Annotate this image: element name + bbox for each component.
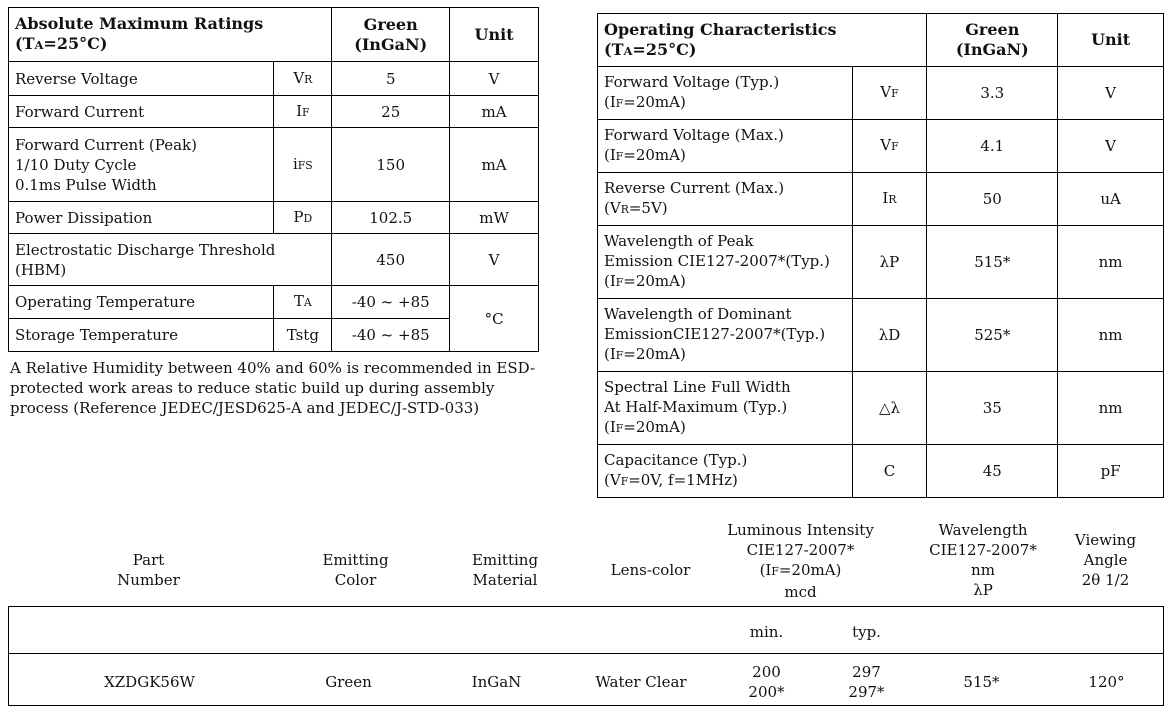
oc-row [598, 299, 1164, 372]
unit: mA [450, 128, 539, 202]
parameter-label: Reverse Voltage [9, 62, 274, 96]
amr-title: Absolute Maximum Ratings [15, 14, 264, 33]
unit: pF [1058, 445, 1164, 498]
symbol: PD [274, 202, 332, 234]
amr-row [9, 286, 539, 319]
parameter-label: Forward Voltage (Max.) (IF=20mA) [598, 120, 853, 173]
oc-title-cell [598, 14, 927, 67]
header-lens: Lens-color [610, 561, 691, 579]
oc-condition: (TA=25°C) [604, 39, 697, 59]
oc-row [598, 445, 1164, 498]
part-number: XZDGK56W [104, 673, 195, 691]
symbol: VF [852, 67, 927, 120]
unit: mA [450, 96, 539, 128]
unit: °C [450, 286, 539, 352]
value: 525* [927, 299, 1058, 372]
symbol: Tstg [274, 319, 332, 352]
value: -40 ~ +85 [332, 286, 450, 319]
parameter-label: Wavelength of Peak Emission CIE127-2007*(Typ.) (IF=20mA) [598, 226, 853, 299]
parameter-label: Forward Current (Peak) 1/10 Duty Cycle 0.1ms Pulse Width [9, 128, 274, 202]
symbol: IR [852, 173, 927, 226]
parameter-label: Storage Temperature [9, 319, 274, 352]
amr-condition: (TA=25°C) [15, 34, 108, 53]
amr-row [9, 202, 539, 234]
value: 102.5 [332, 202, 450, 234]
value: 5 [332, 62, 450, 96]
oc-row [598, 67, 1164, 120]
header-angle: Viewing Angle 2θ 1/2 [1074, 531, 1137, 589]
oc-unit-header: Unit [1058, 14, 1164, 67]
amr-row [9, 96, 539, 128]
oc-green-header: Green (InGaN) [927, 14, 1058, 67]
symbol: VR [274, 62, 332, 96]
unit: V [1058, 67, 1164, 120]
emitting-material: InGaN [471, 673, 522, 691]
humidity-note: A Relative Humidity between 40% and 60% is recommended in ESD-protected work areas to reduce static build up during assembly process (Reference JEDEC/JESD625-A and JEDEC/J-STD-033) [10, 359, 536, 417]
unit: uA [1058, 173, 1164, 226]
unit: V [1058, 120, 1164, 173]
viewing-angle: 120° [1088, 673, 1125, 691]
header-material: Emitting Material [471, 551, 539, 589]
parameter-label: Reverse Current (Max.) (VR=5V) [598, 173, 853, 226]
parameter-label: Operating Temperature [9, 286, 274, 319]
value: 45 [927, 445, 1058, 498]
parameter-label: Electrostatic Discharge Threshold (HBM) [9, 234, 332, 286]
selection-guide-header [8, 520, 1164, 606]
value: 35 [927, 372, 1058, 445]
unit: V [450, 62, 539, 96]
header-luminous: Luminous Intensity CIE127-2007* (IF=20mA) mcd [727, 521, 874, 601]
oc-row [598, 173, 1164, 226]
value: 4.1 [927, 120, 1058, 173]
parameter-label: Spectral Line Full Width At Half-Maximum (Typ.) (IF=20mA) [598, 372, 853, 445]
unit: nm [1058, 372, 1164, 445]
parameter-label: Forward Voltage (Typ.) (IF=20mA) [598, 67, 853, 120]
wavelength-value: 515* [963, 673, 1000, 691]
oc-title: Operating Characteristics [604, 19, 837, 39]
symbol: △λ [852, 372, 927, 445]
min-label: min. [749, 623, 784, 641]
unit: mW [450, 202, 539, 234]
typ-label: typ. [852, 623, 881, 641]
symbol: λP [852, 226, 927, 299]
amr-row [9, 128, 539, 202]
value: 3.3 [927, 67, 1058, 120]
parameter-label: Capacitance (Typ.) (VF=0V, f=1MHz) [598, 445, 853, 498]
value: 50 [927, 173, 1058, 226]
parameter-label: Power Dissipation [9, 202, 274, 234]
symbol: TA [274, 286, 332, 319]
selection-guide-body [8, 606, 1164, 706]
symbol: λD [852, 299, 927, 372]
oc-row [598, 120, 1164, 173]
amr-green-header: Green (InGaN) [332, 8, 450, 62]
unit: nm [1058, 226, 1164, 299]
oc-row [598, 226, 1164, 299]
symbol: VF [852, 120, 927, 173]
value: 515* [927, 226, 1058, 299]
value: -40 ~ +85 [332, 319, 450, 352]
parameter-label: Wavelength of Dominant EmissionCIE127-2007*(Typ.) (IF=20mA) [598, 299, 853, 372]
oc-row [598, 372, 1164, 445]
amr-unit-header: Unit [450, 8, 539, 62]
header-color: Emitting Color [322, 551, 389, 589]
luminous-min: 200 200* [748, 663, 785, 701]
amr-row [9, 62, 539, 96]
luminous-typ: 297 297* [848, 663, 885, 701]
operating-characteristics-table [597, 13, 1164, 498]
amr-row [9, 234, 539, 286]
symbol: C [852, 445, 927, 498]
unit: V [450, 234, 539, 286]
symbol: IF [274, 96, 332, 128]
amr-title-cell [9, 8, 332, 62]
emitting-color: Green [325, 673, 372, 691]
value: 450 [332, 234, 450, 286]
unit: nm [1058, 299, 1164, 372]
value: 150 [332, 128, 450, 202]
header-part: Part Number [117, 551, 180, 589]
symbol: iFS [274, 128, 332, 202]
lens-color: Water Clear [595, 673, 687, 691]
absolute-maximum-ratings-table [8, 7, 539, 352]
header-wavelength: Wavelength CIE127-2007* nm λP [929, 521, 1037, 599]
value: 25 [332, 96, 450, 128]
parameter-label: Forward Current [9, 96, 274, 128]
